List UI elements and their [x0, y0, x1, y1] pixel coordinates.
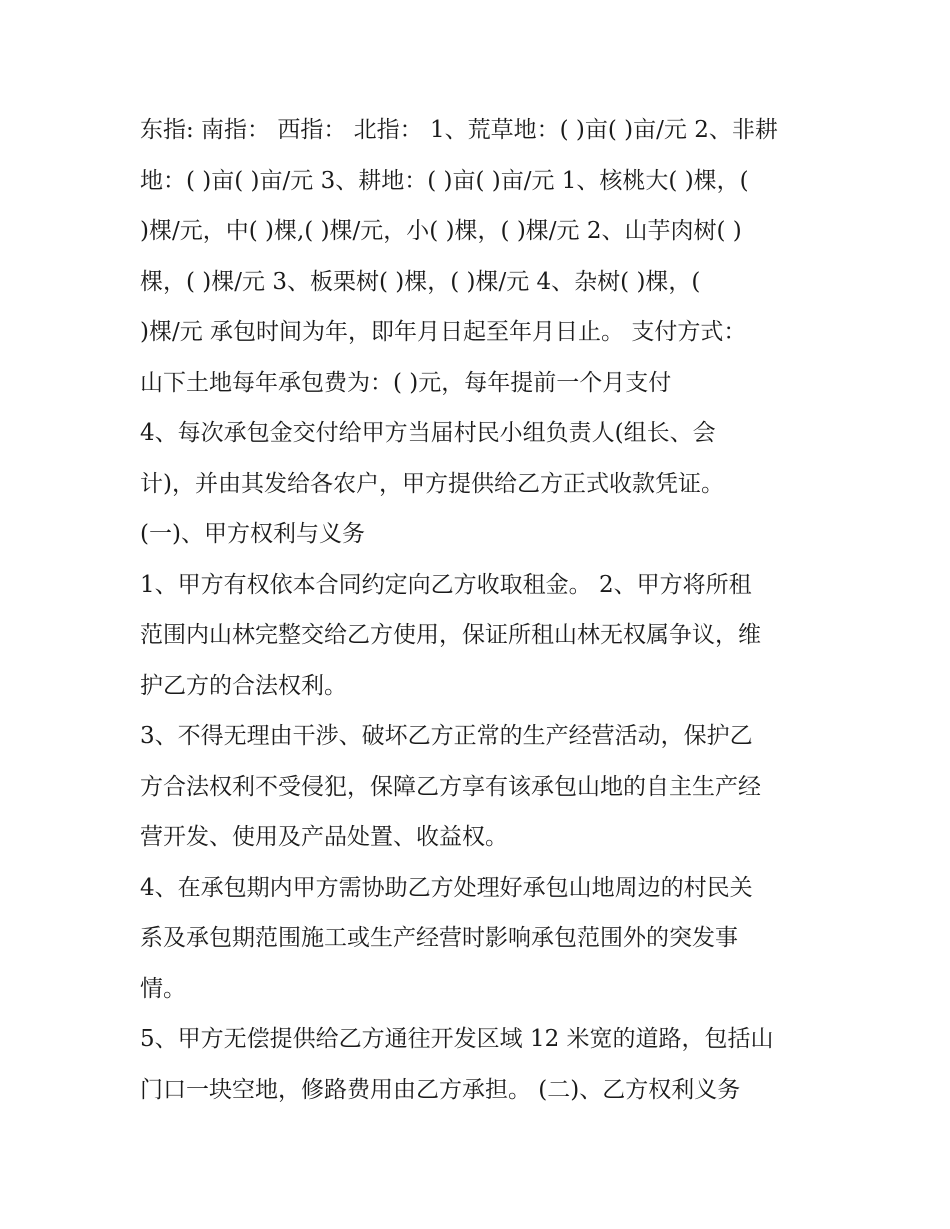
- text-line: )棵/元，中( )棵,( )棵/元，小( )棵，( )棵/元 2、山芋肉树( ): [140, 218, 742, 244]
- text-line: 计)，并由其发给各农户，甲方提供给乙方正式收款凭证。: [140, 470, 724, 497]
- text-line: )棵/元 承包时间为年，即年月日起至年月日止。 支付方式：: [140, 319, 747, 345]
- text-line: 门口一块空地，修路费用由乙方承担。 (二)、乙方权利义务: [140, 1076, 741, 1103]
- text-line: 4、每次承包金交付给甲方当届村民小组负责人(组长、会: [140, 420, 716, 446]
- text-line: 护乙方的合法权利。: [140, 672, 347, 699]
- text-line: 4、在承包期内甲方需协助乙方处理好承包山地周边的村民关: [140, 874, 753, 901]
- text-line: 范围内山林完整交给乙方使用，保证所租山林无权属争议，维: [140, 622, 761, 648]
- text-line: 地：( )亩( )亩/元 3、耕地：( )亩( )亩/元 1、核桃大( )棵，(: [140, 167, 749, 194]
- text-line: 营开发、使用及产品处置、收益权。: [140, 824, 508, 850]
- text-line: 3、不得无理由干涉、破坏乙方正常的生产经营活动，保护乙: [140, 723, 753, 749]
- text-line: 方合法权利不受侵犯，保障乙方享有该承包山地的自主生产经: [140, 773, 761, 800]
- text-line: 系及承包期范围施工或生产经营时影响承包范围外的突发事: [140, 925, 738, 951]
- text-line: 5、甲方无偿提供给乙方通往开发区域 12 米宽的道路，包括山: [140, 1026, 774, 1052]
- text-line: 情。: [140, 975, 186, 1002]
- text-line: 1、甲方有权依本合同约定向乙方收取租金。 2、甲方将所租: [140, 571, 752, 598]
- text-line: 棵，( )棵/元 3、板栗树( )棵，( )棵/元 4、杂树( )棵，(: [140, 268, 701, 295]
- text-line: 山下土地每年承包费为：( )元，每年提前一个月支付: [140, 369, 672, 396]
- text-line: 东指: 南指： 西指： 北指： 1、荒草地：( )亩( )亩/元 2、非耕: [140, 117, 778, 143]
- document-body: [140, 105, 820, 1115]
- section-heading: (一)、甲方权利与义务: [140, 521, 365, 547]
